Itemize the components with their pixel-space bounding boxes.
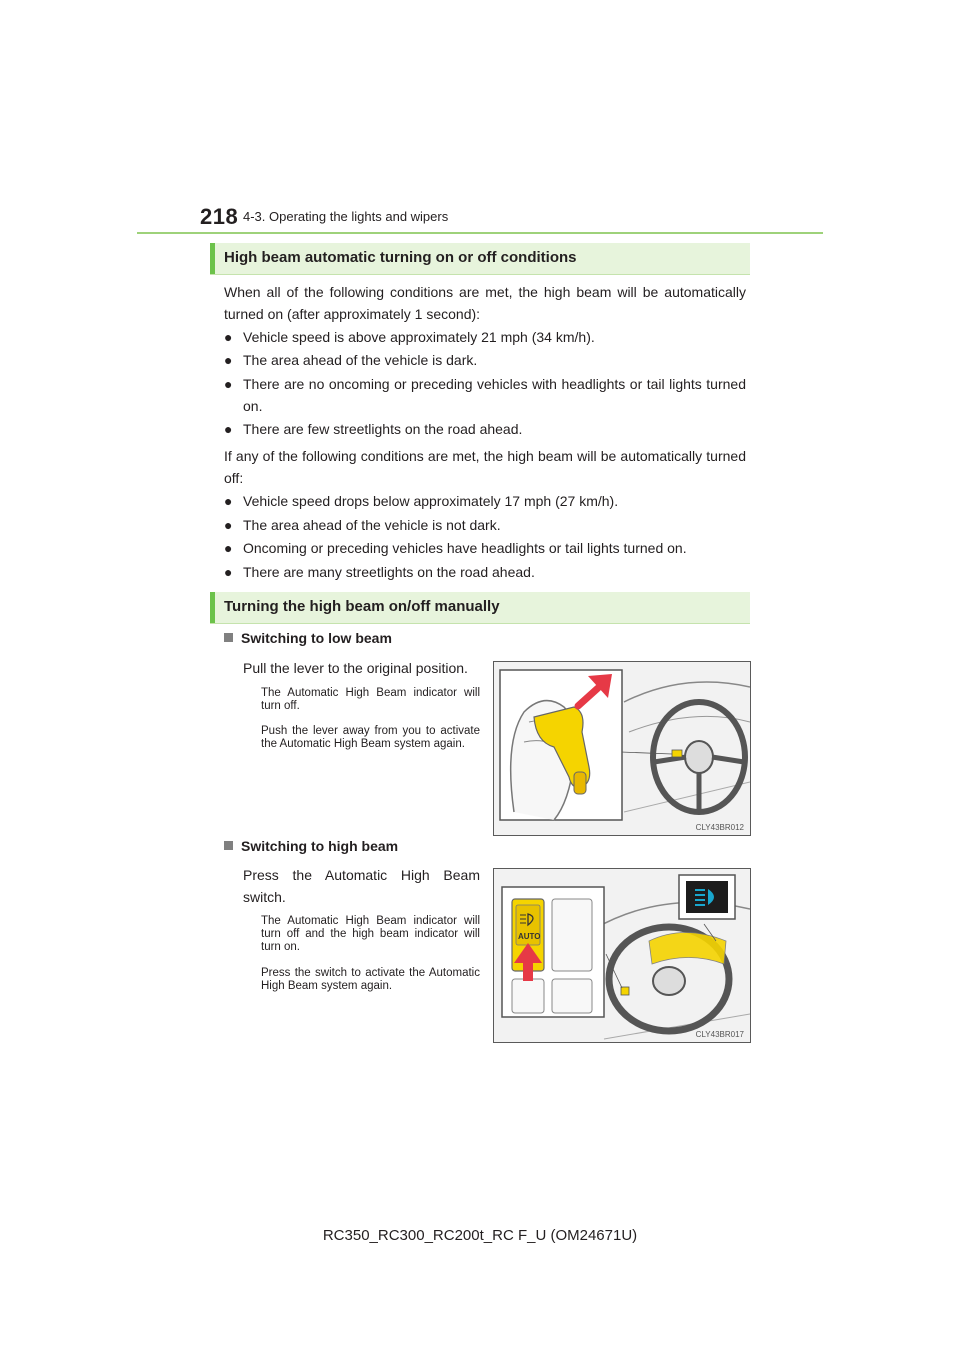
list-item [224, 537, 746, 559]
bullet-icon: ● [224, 421, 233, 437]
header-divider [137, 232, 823, 234]
low-beam-note: Push the lever away from you to activate the Automatic High Beam system again. [261, 725, 480, 750]
section-title: 4-3. Operating the lights and wipers [243, 209, 449, 224]
bullet-text: There are many streetlights on the road ahead. [243, 564, 535, 580]
list-item [224, 349, 746, 371]
bullet-text: Oncoming or preceding vehicles have headlights or tail lights turned on. [243, 540, 687, 556]
section-heading-text: Turning the high beam on/off manually [224, 598, 500, 615]
intro-off-paragraph: If any of the following conditions are met, the high beam will be automatically turned off: [224, 448, 746, 486]
bullet-icon: ● [224, 540, 233, 556]
high-beam-instruction: Press the Automatic High Beam switch. [243, 867, 480, 905]
subheading-text: Switching to high beam [241, 838, 399, 854]
list-item [224, 418, 746, 440]
bullet-icon: ● [224, 564, 233, 580]
subheading-high-beam [224, 838, 398, 854]
bullet-text: Vehicle speed is above approximately 21 mph (34 km/h). [243, 329, 595, 345]
list-item [224, 514, 746, 536]
list-item [224, 326, 746, 348]
low-beam-instruction: Pull the lever to the original position. [243, 660, 468, 676]
bullet-text: There are no oncoming or preceding vehicles with headlights or tail lights turned on. [243, 376, 746, 414]
figure-code: CLY43BR012 [695, 823, 744, 832]
bullet-text: The area ahead of the vehicle is not dark. [243, 517, 501, 533]
page-header [0, 0, 960, 240]
intro-on-paragraph: When all of the following conditions are met, the high beam will be automatically turned on (after approximately 1 second): [224, 284, 746, 322]
page-number: 218 [200, 204, 239, 229]
bullet-icon: ● [224, 352, 233, 368]
square-bullet-icon [224, 633, 233, 642]
subheading-text: Switching to low beam [241, 630, 392, 646]
section-heading-text: High beam automatic turning on or off conditions [224, 249, 577, 266]
figure-switch-illustration [493, 868, 751, 1043]
figure-lever-illustration [493, 661, 751, 836]
low-beam-note: The Automatic High Beam indicator will turn off. [261, 687, 480, 712]
subheading-low-beam [224, 630, 392, 646]
list-item [224, 561, 746, 583]
bullet-icon: ● [224, 517, 233, 533]
section-heading-auto-conditions [210, 243, 750, 275]
high-beam-note: The Automatic High Beam indicator will turn off and the high beam indicator will turn on. [261, 915, 480, 953]
list-item [224, 373, 746, 417]
bullet-icon: ● [224, 329, 233, 345]
figure-code: CLY43BR017 [695, 1030, 744, 1039]
bullet-text: Vehicle speed drops below approximately 17 mph (27 km/h). [243, 493, 619, 509]
bullet-text: The area ahead of the vehicle is dark. [243, 352, 478, 368]
auto-switch-label: AUTO [518, 932, 541, 941]
bullet-icon: ● [224, 376, 233, 392]
square-bullet-icon [224, 841, 233, 850]
bullet-text: There are few streetlights on the road ahead. [243, 421, 523, 437]
section-heading-manual [210, 592, 750, 624]
high-beam-note: Press the switch to activate the Automatic High Beam system again. [261, 967, 480, 992]
footer-model-code: RC350_RC300_RC200t_RC F_U (OM24671U) [322, 1227, 638, 1244]
list-item [224, 490, 746, 512]
bullet-icon: ● [224, 493, 233, 509]
